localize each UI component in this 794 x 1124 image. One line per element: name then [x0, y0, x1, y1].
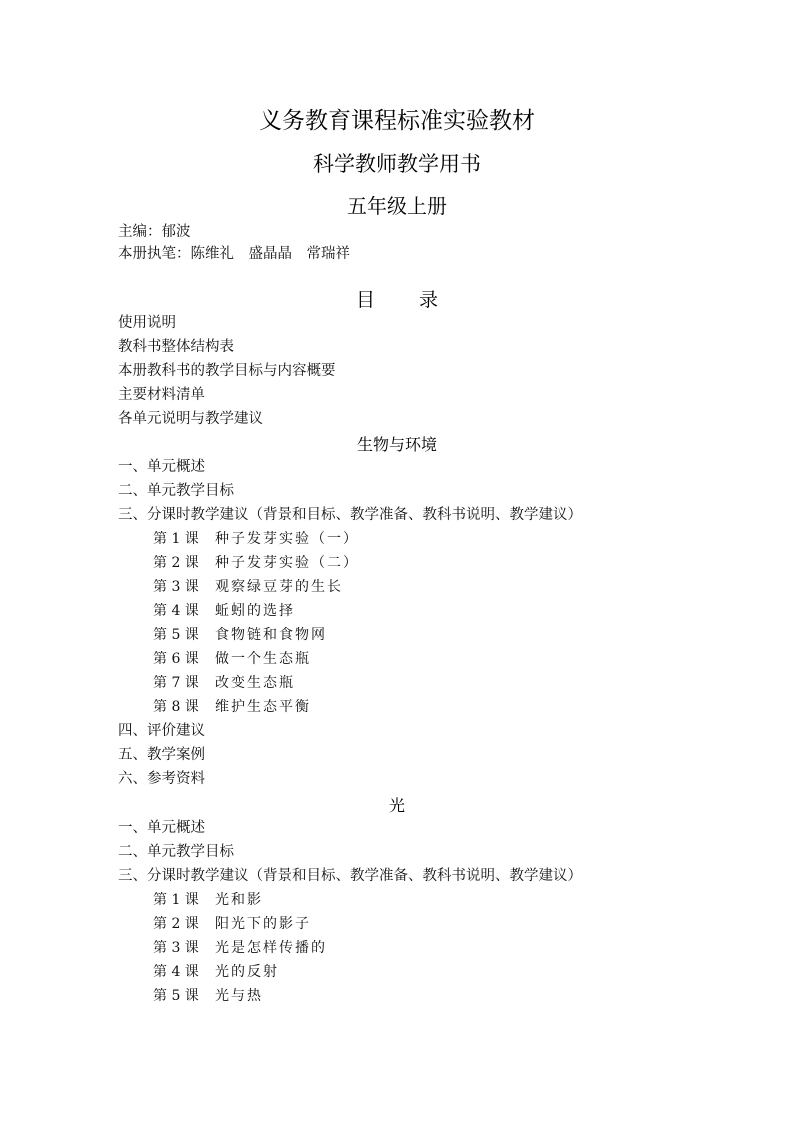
toc-item: 二、单元教学目标	[118, 483, 234, 499]
lesson-entry	[153, 986, 263, 1006]
lesson-number: 第 2 课	[153, 555, 199, 571]
toc-item: 二、单元教学目标	[118, 844, 234, 860]
lesson-entry	[153, 914, 311, 934]
lesson-entry	[153, 553, 359, 573]
unit-heading: 光	[388, 796, 405, 815]
lesson-title: 蚯蚓的选择	[215, 603, 295, 619]
lesson-entry	[153, 962, 279, 982]
lesson-number: 第 3 课	[153, 940, 199, 956]
toc-item: 本册教科书的教学目标与内容概要	[118, 363, 336, 379]
lesson-entry	[153, 938, 327, 958]
book-title: 科学教师教学用书	[313, 152, 481, 176]
lesson-title: 种子发芽实验（一）	[215, 531, 359, 547]
toc-heading: 目录	[355, 289, 482, 311]
lesson-number: 第 1 课	[153, 892, 199, 908]
lesson-title: 光与热	[215, 988, 263, 1004]
lesson-entry	[153, 649, 311, 669]
lesson-number: 第 5 课	[153, 627, 199, 643]
lesson-number: 第 6 课	[153, 651, 199, 667]
lesson-number: 第 3 课	[153, 579, 199, 595]
lesson-title: 光的反射	[215, 964, 279, 980]
lesson-title: 光是怎样传播的	[215, 940, 327, 956]
lesson-title: 观察绿豆芽的生长	[215, 579, 343, 595]
toc-item: 各单元说明与教学建议	[118, 411, 263, 427]
toc-item: 教科书整体结构表	[118, 339, 234, 355]
lesson-number: 第 5 课	[153, 988, 199, 1004]
book-series-title: 义务教育课程标准实验教材	[259, 108, 535, 134]
lesson-number: 第 4 课	[153, 964, 199, 980]
lesson-title: 维护生态平衡	[215, 699, 311, 715]
toc-item: 使用说明	[118, 315, 176, 331]
toc-item: 四、评价建议	[118, 723, 205, 739]
lesson-title: 食物链和食物网	[215, 627, 327, 643]
lesson-entry	[153, 577, 343, 597]
lesson-number: 第 8 课	[153, 699, 199, 715]
authors-credit: 本册执笔：陈维礼 盛晶晶 常瑞祥	[118, 246, 350, 262]
lesson-number: 第 2 课	[153, 916, 199, 932]
lesson-title: 种子发芽实验（二）	[215, 555, 359, 571]
lesson-title: 光和影	[215, 892, 263, 908]
lesson-entry	[153, 529, 359, 549]
book-volume: 五年级上册	[347, 194, 447, 218]
lesson-entry	[153, 625, 327, 645]
lesson-title: 做一个生态瓶	[215, 651, 311, 667]
lesson-number: 第 1 课	[153, 531, 199, 547]
editor-credit: 主编：郁波	[118, 224, 191, 240]
lesson-entry	[153, 697, 311, 717]
lesson-title: 阳光下的影子	[215, 916, 311, 932]
lesson-entry	[153, 601, 295, 621]
toc-item: 六、参考资料	[118, 771, 205, 787]
toc-item: 一、单元概述	[118, 459, 205, 475]
toc-item: 一、单元概述	[118, 820, 205, 836]
toc-item: 五、教学案例	[118, 747, 205, 763]
lesson-number: 第 4 课	[153, 603, 199, 619]
lesson-entry	[153, 890, 263, 910]
lesson-number: 第 7 课	[153, 675, 199, 691]
toc-item: 三、分课时教学建议（背景和目标、教学准备、教科书说明、教学建议）	[118, 507, 582, 523]
toc-item: 主要材料清单	[118, 387, 205, 403]
lesson-title: 改变生态瓶	[215, 675, 295, 691]
unit-heading: 生物与环境	[356, 435, 437, 454]
toc-item: 三、分课时教学建议（背景和目标、教学准备、教科书说明、教学建议）	[118, 868, 582, 884]
lesson-entry	[153, 673, 295, 693]
